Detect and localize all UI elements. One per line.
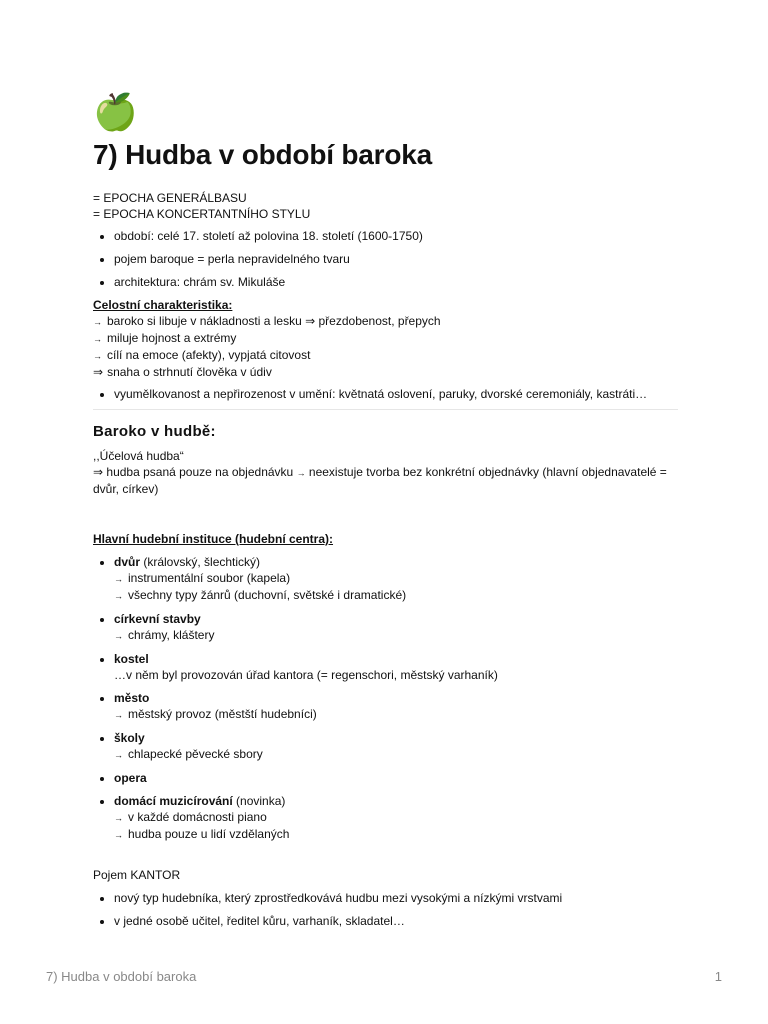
footer-title: 7) Hudba v období baroka bbox=[46, 969, 197, 984]
intro-line: = EPOCHA KONCERTANTNÍHO STYLU bbox=[93, 207, 311, 221]
extra-list bbox=[93, 386, 678, 402]
arrow-icon: → bbox=[93, 351, 102, 361]
institutions-list bbox=[93, 554, 678, 843]
arrow-icon: → bbox=[114, 574, 123, 584]
kantor-heading: Pojem KANTOR bbox=[93, 868, 181, 882]
characteristic-line: → cílí na emoce (afekty), vypjatá citovost bbox=[93, 348, 311, 362]
arrow-icon: → bbox=[296, 468, 306, 478]
characteristics-heading: Celostní charakteristika: bbox=[93, 298, 233, 312]
list-item: • pojem baroque = perla nepravidelného tvaru bbox=[114, 251, 678, 267]
arrow-icon: → bbox=[114, 830, 123, 840]
page-title: 7) Hudba v období baroka bbox=[93, 139, 433, 170]
facts-list bbox=[93, 228, 678, 290]
arrow-icon: → bbox=[93, 317, 102, 327]
list-item: • architektura: chrám sv. Mikuláše bbox=[114, 274, 678, 290]
list-item: • v jedné osobě učitel, ředitel kůru, varhaník, skladatel… bbox=[114, 913, 678, 929]
kantor-list bbox=[93, 890, 678, 929]
list-item: • nový typ hudebníka, který zprostředkovává hudbu mezi vysokými a nízkými vrstvami bbox=[114, 890, 678, 906]
characteristic-line: ⇒ snaha o strhnutí člověka v údiv bbox=[93, 365, 272, 379]
arrow-icon: → bbox=[114, 631, 123, 641]
list-item: • církevní stavby → chrámy, kláštery bbox=[114, 611, 678, 644]
list-item: • školy → chlapecké pěvecké sbory bbox=[114, 730, 678, 763]
arrow-icon: → bbox=[114, 750, 123, 760]
page-number: 1 bbox=[714, 969, 722, 984]
institutions-heading: Hlavní hudební instituce (hudební centra): bbox=[93, 532, 334, 546]
arrow-icon: → bbox=[93, 334, 102, 344]
list-item: • opera bbox=[114, 770, 678, 786]
list-item: • dvůr (královský, šlechtický) → instrumentální soubor (kapela) → všechny typy žánrů (duchovní, světské i dramatické) bbox=[114, 554, 678, 604]
characteristic-line: → baroko si libuje v nákladnosti a lesku ⇒ přezdobenost, přepych bbox=[93, 314, 441, 328]
quote-line: ,,Účelová hudba“ bbox=[93, 449, 184, 463]
list-item: • město → městský provoz (městští hudebníci) bbox=[114, 690, 678, 723]
document-page bbox=[93, 92, 678, 936]
double-arrow-icon: ⇒ bbox=[93, 365, 104, 379]
divider bbox=[93, 409, 678, 410]
arrow-icon: → bbox=[114, 591, 123, 601]
green-apple-icon: 🍏 bbox=[93, 91, 138, 132]
arrow-icon: → bbox=[114, 813, 123, 823]
list-item: • kostel …v něm byl provozován úřad kantora (= regenschori, městský varhaník) bbox=[114, 651, 678, 683]
list-item: • vyumělkovanost a nepřirozenost v umění: květnatá oslovení, paruky, dvorské ceremoniály, kastráti… bbox=[114, 386, 678, 402]
intro-line: = EPOCHA GENERÁLBASU bbox=[93, 191, 247, 205]
section-paragraph: ⇒ hudba psaná pouze na objednávku → neexistuje tvorba bez konkrétní objednávky (hlavní objednavatelé = dvůr, církev) bbox=[93, 465, 667, 496]
characteristic-line: → miluje hojnost a extrémy bbox=[93, 331, 237, 345]
list-item: • období: celé 17. století až polovina 18. století (1600-1750) bbox=[114, 228, 678, 244]
section-heading: Baroko v hudbě: bbox=[93, 423, 216, 440]
list-item: • domácí muzicírování (novinka) → v každé domácnosti piano → hudba pouze u lidí vzdělaných bbox=[114, 793, 678, 843]
arrow-icon: → bbox=[114, 710, 123, 720]
